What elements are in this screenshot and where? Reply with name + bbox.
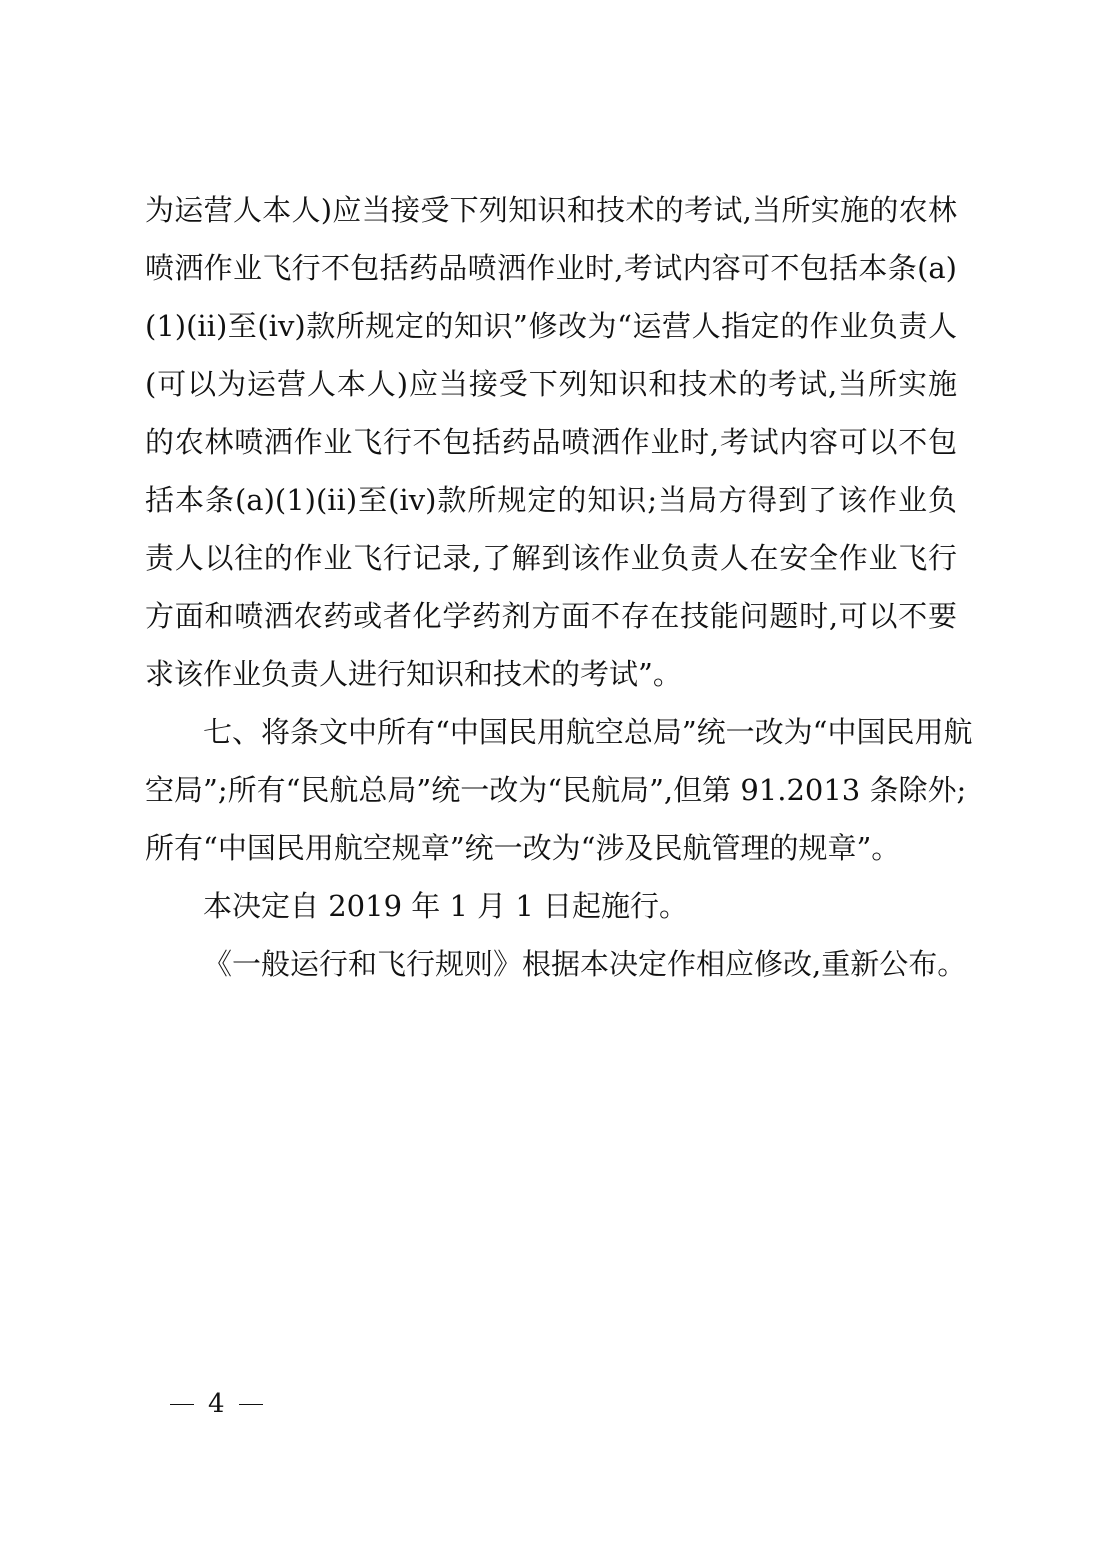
footer-dash-right <box>239 1404 263 1405</box>
page-number: 4 <box>208 1389 225 1419</box>
paragraph-seven-line-1: 七、将条文中所有“中国民用航空总局”统一改为“中国民用航 <box>203 715 973 749</box>
footer-dash-left <box>170 1404 194 1405</box>
text-line-8: 方面和喷洒农药或者化学药剂方面不存在技能问题时,可以不要 <box>145 599 957 633</box>
text-line-7: 责人以往的作业飞行记录,了解到该作业负责人在安全作业飞行 <box>145 541 957 575</box>
text-line-1: 为运营人本人)应当接受下列知识和技术的考试,当所实施的农林 <box>145 193 957 227</box>
paragraph-seven-line-3: 所有“中国民用航空规章”统一改为“涉及民航管理的规章”。 <box>145 831 901 865</box>
text-line-4: (可以为运营人本人)应当接受下列知识和技术的考试,当所实施 <box>145 367 957 401</box>
text-line-2: 喷洒作业飞行不包括药品喷洒作业时,考试内容可不包括本条(a) <box>145 251 957 285</box>
republication-line: 《一般运行和飞行规则》根据本决定作相应修改,重新公布。 <box>203 947 967 981</box>
text-line-6: 括本条(a)(1)(ii)至(iv)款所规定的知识;当局方得到了该作业负 <box>145 483 957 517</box>
text-line-3: (1)(ii)至(iv)款所规定的知识”修改为“运营人指定的作业负责人 <box>145 309 957 343</box>
effective-date-line: 本决定自 2019 年 1 月 1 日起施行。 <box>203 889 689 923</box>
text-line-5: 的农林喷洒作业飞行不包括药品喷洒作业时,考试内容可以不包 <box>145 425 957 459</box>
text-line-9: 求该作业负责人进行知识和技术的考试”。 <box>145 657 682 691</box>
paragraph-seven-line-2: 空局”;所有“民航总局”统一改为“民航局”,但第 91.2013 条除外; <box>145 773 967 807</box>
page-footer <box>170 1384 263 1424</box>
